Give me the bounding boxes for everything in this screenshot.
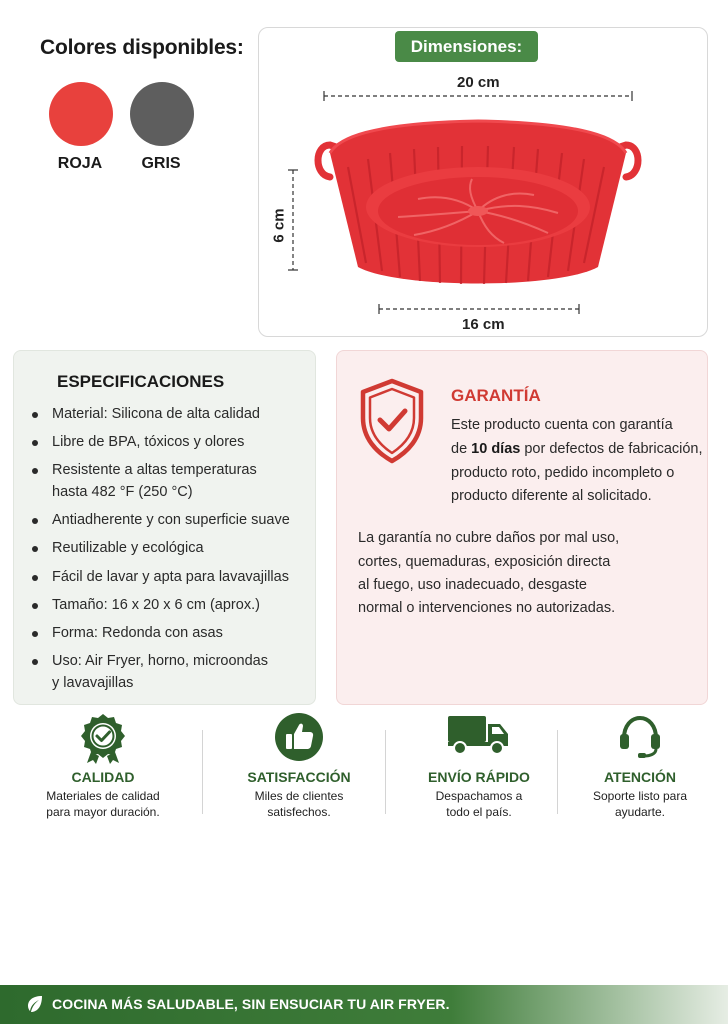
spec-item: Tamaño: 16 x 20 x 6 cm (aprox.): [32, 594, 260, 616]
thumbs-up-icon: [274, 712, 324, 762]
spec-item: Antiadherente y con superficie suave: [32, 509, 290, 531]
feature-fast-shipping-title: ENVÍO RÁPIDO: [428, 769, 530, 785]
color-label-gray: GRIS: [141, 155, 181, 172]
warranty-exclusion-line: cortes, quemaduras, exposición directa: [358, 554, 611, 570]
footer-tagline: COCINA MÁS SALUDABLE, SIN ENSUCIAR TU AIR FRYER.: [52, 996, 450, 1012]
specifications-title: ESPECIFICACIONES: [57, 372, 225, 391]
spec-item: Forma: Redonda con asas: [32, 622, 223, 644]
spec-item: Libre de BPA, tóxicos y olores: [32, 431, 244, 453]
feature-quality-desc: Materiales de calidad para mayor duración.: [46, 789, 160, 819]
warranty-text-line: producto diferente al solicitado.: [451, 488, 652, 504]
feature-satisfaction-title: SATISFACCIÓN: [247, 769, 351, 785]
dimension-bottom: 16 cm: [462, 316, 505, 333]
warranty-exclusion-line: al fuego, uso inadecuado, desgaste: [358, 577, 587, 593]
feature-divider: [202, 730, 203, 814]
color-label-red: ROJA: [57, 155, 103, 172]
shield-check-icon: [358, 378, 426, 464]
quality-badge-icon: [79, 712, 127, 764]
warranty-days: 10 días: [471, 441, 521, 457]
spec-item: Uso: Air Fryer, horno, microondas y lavavajillas: [32, 650, 268, 694]
warranty-title: GARANTÍA: [451, 386, 541, 405]
color-swatch-gray[interactable]: [130, 82, 194, 146]
delivery-truck-icon: [446, 712, 512, 756]
spec-item: Fácil de lavar y apta para lavavajillas: [32, 566, 289, 588]
warranty-exclusion-line: La garantía no cubre daños por mal uso,: [358, 530, 620, 546]
feature-support-title: ATENCIÓN: [603, 769, 677, 785]
feature-support-desc: Soporte listo para ayudarte.: [592, 789, 688, 819]
feature-divider: [385, 730, 386, 814]
color-swatch-red[interactable]: [49, 82, 113, 146]
colors-title: Colores disponibles:: [40, 36, 244, 59]
dimensions-badge: Dimensiones:: [395, 31, 538, 62]
headset-icon: [616, 712, 664, 760]
warranty-text-line: de 10 días por defectos de fabricación,: [451, 441, 703, 457]
feature-quality-title: CALIDAD: [71, 769, 135, 785]
warranty-text-line: Este producto cuenta con garantía: [451, 417, 673, 433]
spec-item: Material: Silicona de alta calidad: [32, 403, 260, 425]
feature-fast-shipping-desc: Despachamos a todo el país.: [435, 789, 523, 819]
warranty-exclusion-line: normal o intervenciones no autorizadas.: [358, 600, 616, 616]
warranty-text-line: producto roto, pedido incompleto o: [451, 465, 675, 481]
feature-satisfaction-desc: Miles de clientes satisfechos.: [254, 789, 344, 819]
dimension-height: 6 cm: [270, 208, 288, 243]
leaf-icon: [26, 995, 44, 1013]
dimension-top: 20 cm: [457, 74, 500, 91]
spec-item: Reutilizable y ecológica: [32, 537, 204, 559]
spec-item: Resistente a altas temperaturas hasta 482 °F (250 °C): [32, 459, 257, 503]
